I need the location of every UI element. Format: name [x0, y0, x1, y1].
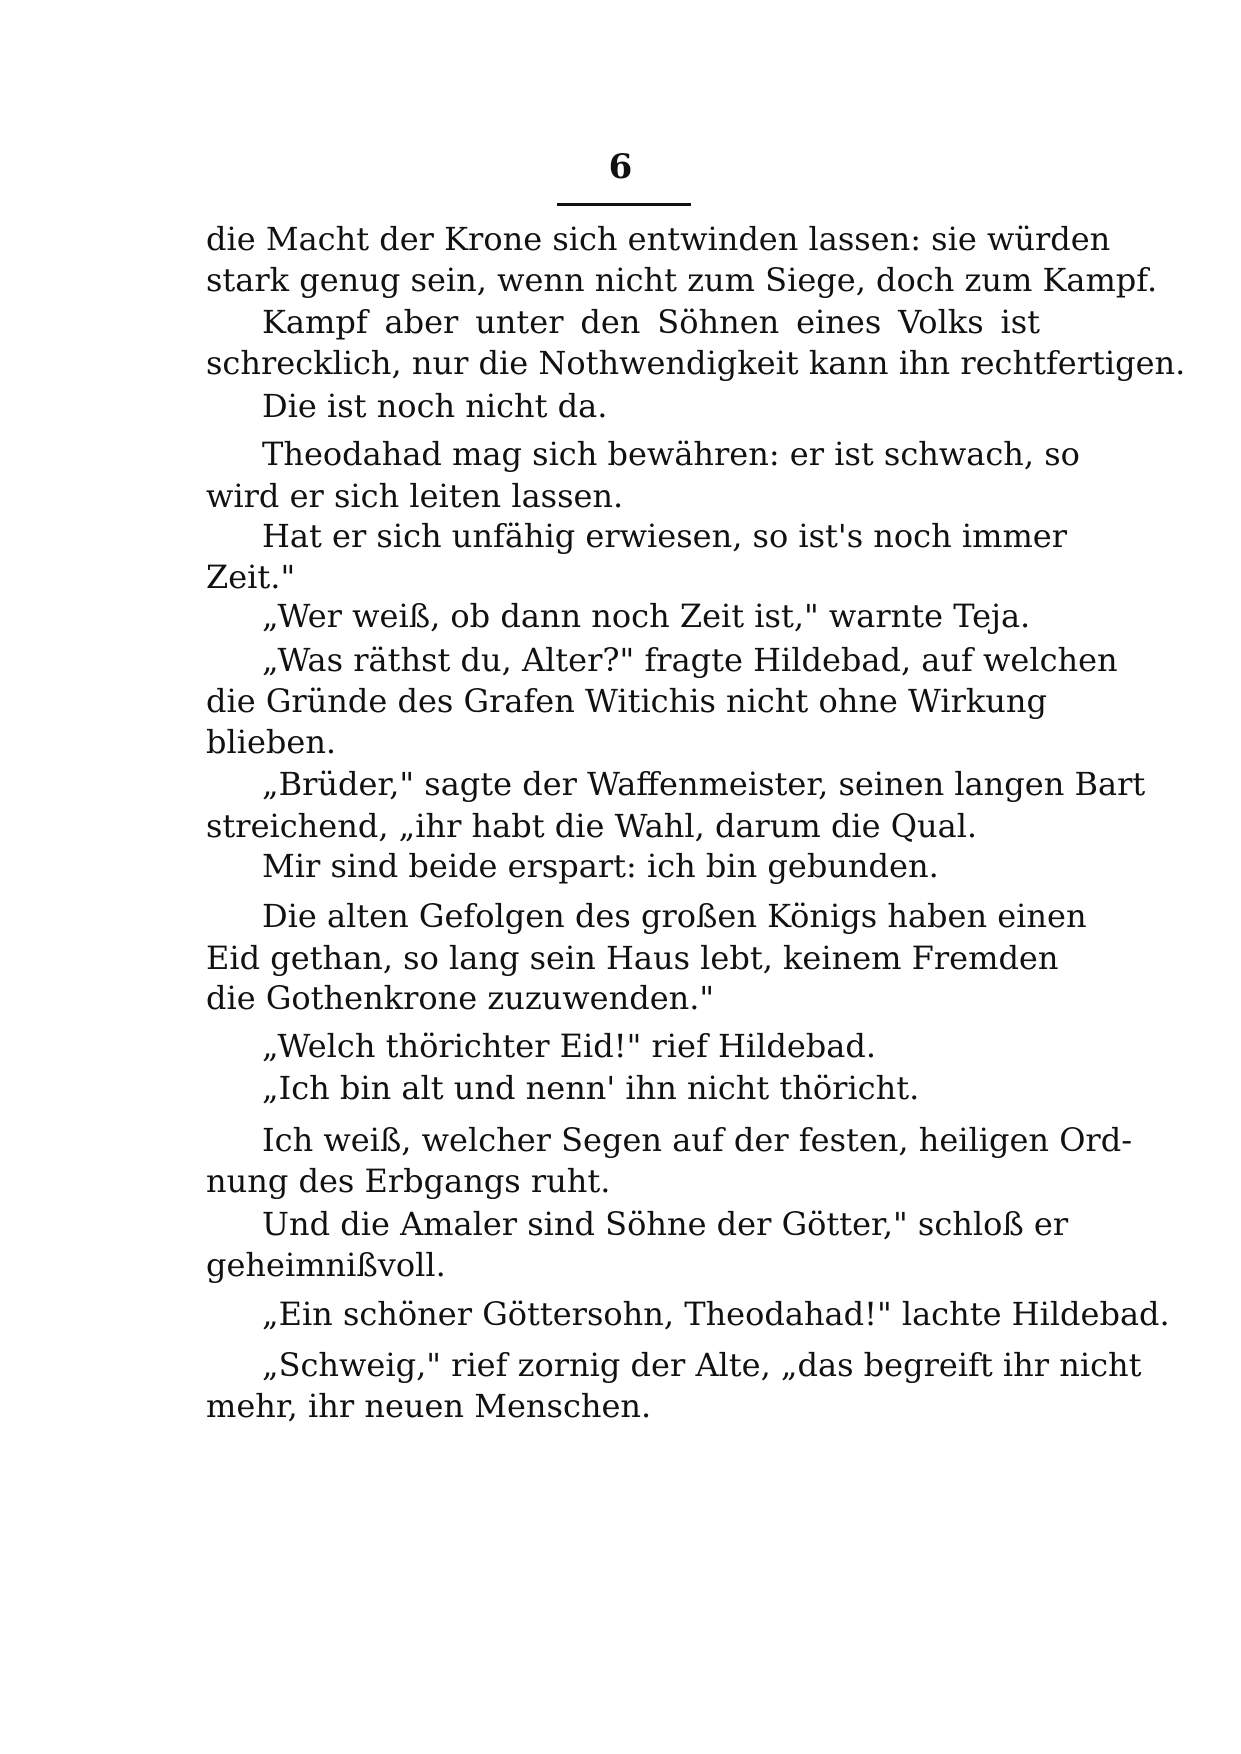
text-line: Die alten Gefolgen des großen Königs haben einen: [262, 897, 1087, 935]
text-line: schrecklich, nur die Nothwendigkeit kann ihn rechtfertigen.: [206, 344, 1186, 382]
text-line: stark genug sein, wenn nicht zum Siege, doch zum Kampf.: [206, 261, 1158, 299]
text-line: Ich weiß, welcher Segen auf der festen, heiligen Ord-: [262, 1121, 1133, 1159]
text-line: Hat er sich unfähig erwiesen, so ist's noch immer: [262, 517, 1068, 555]
text-line: „Wer weiß, ob dann noch Zeit ist," warnte Teja.: [262, 597, 1031, 635]
body-text: [206, 0, 1186, 1754]
text-line: die Macht der Krone sich entwinden lassen: sie würden: [206, 220, 1111, 258]
text-line: blieben.: [206, 723, 337, 761]
text-line: Theodahad mag sich bewähren: er ist schwach, so: [262, 435, 1080, 473]
page-number: 6: [608, 147, 633, 187]
text-line: nung des Erbgangs ruht.: [206, 1162, 611, 1200]
text-line: mehr, ihr neuen Menschen.: [206, 1387, 652, 1425]
text-line: „Schweig," rief zornig der Alte, „das begreift ihr nicht: [262, 1346, 1142, 1384]
text-line: „Welch thörichter Eid!" rief Hildebad.: [262, 1027, 876, 1065]
text-line: Und die Amaler sind Söhne der Götter," schloß er: [262, 1205, 1069, 1243]
text-line: Mir sind beide erspart: ich bin gebunden.: [262, 847, 939, 885]
text-line: „Ich bin alt und nenn' ihn nicht thöricht.: [262, 1069, 920, 1107]
text-line: Kampf aber unter den Söhnen eines Volks ist: [262, 303, 1040, 341]
text-line: wird er sich leiten lassen.: [206, 477, 624, 515]
text-line: geheimnißvoll.: [206, 1246, 446, 1284]
text-line: streichend, „ihr habt die Wahl, darum die Qual.: [206, 807, 978, 845]
text-line: Die ist noch nicht da.: [262, 387, 608, 425]
text-line: „Was räthst du, Alter?" fragte Hildebad, auf welchen: [262, 641, 1118, 679]
text-line: „Brüder," sagte der Waffenmeister, seinen langen Bart: [262, 765, 1146, 803]
text-line: Eid gethan, so lang sein Haus lebt, keinem Fremden: [206, 939, 1059, 977]
text-line: die Gothenkrone zuzuwenden.": [206, 979, 715, 1017]
text-line: die Gründe des Grafen Witichis nicht ohne Wirkung: [206, 682, 1047, 720]
text-line: Zeit.": [206, 558, 296, 596]
text-line: „Ein schöner Göttersohn, Theodahad!" lachte Hildebad.: [262, 1295, 1170, 1333]
